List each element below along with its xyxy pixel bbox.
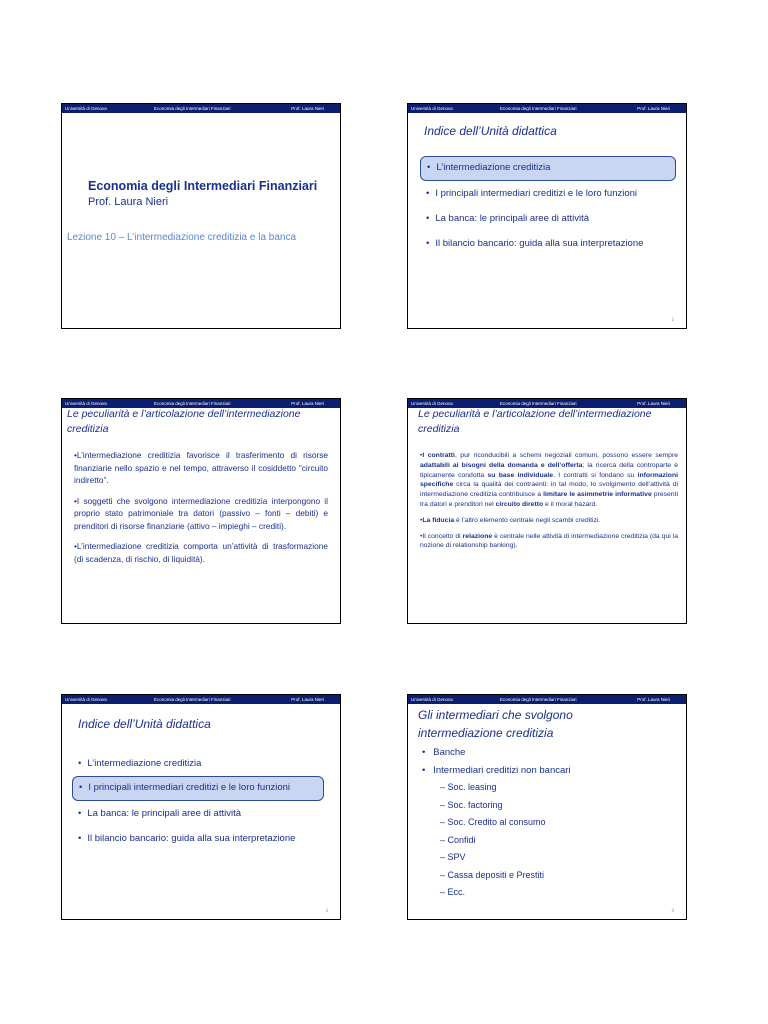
page-number: 3 — [325, 908, 328, 913]
text-bold: su base individuale — [487, 471, 554, 479]
paragraph — [420, 532, 678, 552]
index-item-label: I principali intermediari creditizi e le loro funzioni — [435, 188, 638, 199]
text-bold: limitare le asimmetrie informative — [543, 491, 652, 499]
paragraph: •I soggetti che svolgono intermediazione creditizia interpongono il proprio stato patrimoniale tra datori (passivo – fonti – debiti) e prenditori di risorse finanziarie (attivo – impieghi – crediti). — [74, 495, 328, 531]
index-item: • I principali intermediari creditizi e le loro funzioni — [426, 188, 638, 199]
paragraph — [420, 516, 678, 526]
index-item: • La banca: le principali aree di attività — [426, 213, 590, 224]
slide-header-bar — [408, 104, 686, 113]
header-professor: Prof. Laura Nieri — [291, 697, 324, 702]
text-run: • — [420, 516, 423, 524]
slide-title: Indice dell’Unità didattica — [424, 124, 557, 138]
header-professor: Prof. Laura Nieri — [637, 401, 670, 406]
header-university: Università di Genova — [411, 401, 453, 406]
text-run: è centrale nelle attività di intermediazione creditizia (da qui la nozione di relationship banking). — [420, 532, 678, 550]
index-list — [420, 156, 676, 256]
slide-header-bar — [62, 695, 340, 704]
header-professor: Prof. Laura Nieri — [637, 697, 670, 702]
index-item-label: L’intermediazione creditizia — [87, 758, 202, 769]
slide-1 — [61, 103, 341, 329]
slide-title: Le peculiarità e l’articolazione dell’intermediazione creditizia — [418, 408, 652, 435]
index-item: • La banca: le principali aree di attività — [78, 808, 242, 819]
text-bold: adattabili ai bisogni della domanda e dell’offerta — [420, 461, 583, 469]
paragraph: •L’intermediazione creditizia comporta un’attività di trasformazione (di scadenza, di rischio, di liquidità). — [74, 541, 328, 564]
slide-2 — [407, 103, 687, 329]
lesson-title: Lezione 10 – L’intermediazione creditizia e la banca — [67, 232, 297, 243]
list-subitem: – Confidi — [440, 834, 476, 845]
header-professor: Prof. Laura Nieri — [291, 401, 324, 406]
text-bold: relazione — [462, 532, 493, 540]
header-course: Economia degli Intermediari Finanziari — [500, 106, 577, 111]
text-run: è l’altro elemento centrale negli scambi creditizi. — [454, 516, 601, 524]
header-university: Università di Genova — [411, 697, 453, 702]
list-subitem: – Cassa depositi e Prestiti — [440, 869, 545, 880]
list-subitem: – Soc. Credito al consumo — [440, 817, 546, 827]
page-number: 2 — [671, 317, 674, 322]
text-bold: circuito diretto — [495, 500, 544, 508]
index-item: • Il bilancio bancario: guida alla sua interpretazione — [78, 833, 296, 844]
slide-title: Gli intermediari che svolgono intermediazione creditizia — [418, 708, 573, 740]
index-item-highlighted: • L’intermediazione creditizia — [420, 156, 676, 181]
header-university: Università di Genova — [65, 697, 107, 702]
index-item-highlighted: • I principali intermediari creditizi e le loro funzioni — [72, 776, 324, 801]
slide-title: Le peculiarità e l’articolazione dell’intermediazione creditizia — [67, 408, 301, 435]
text-run: presenti tra datori e prenditori nel — [420, 491, 678, 508]
slide-body — [74, 449, 328, 565]
paragraph — [420, 451, 678, 510]
list-subitem-label: Ecc. — [447, 887, 466, 897]
header-course: Economia degli Intermediari Finanziari — [154, 401, 231, 406]
list-subitem-label: Soc. factoring — [447, 799, 503, 810]
list-subitem-label: SPV — [447, 852, 466, 862]
list-subitem-label: Soc. Credito al consumo — [447, 817, 546, 827]
index-item: • Il bilancio bancario: guida alla sua interpretazione — [426, 238, 644, 249]
slide-3 — [61, 398, 341, 624]
text-run: • — [420, 452, 423, 459]
index-item: • L’intermediazione creditizia — [78, 758, 202, 769]
list-subitem-label: Cassa depositi e Prestiti — [447, 869, 545, 880]
text-run: circa la qualità dei contraenti: in tal modo, lo svolgimento dell’attività di intermediazione creditizia contribuisce a — [420, 481, 678, 499]
slide-body — [420, 451, 678, 551]
text-run: •Il concetto di — [420, 532, 463, 540]
list-item: • Intermediari creditizi non bancari — [422, 764, 571, 776]
index-item-label: La banca: le principali aree di attività — [87, 808, 242, 819]
list-subitem-label: Soc. leasing — [447, 782, 497, 792]
page-number: 4 — [671, 908, 674, 913]
list-subitem-label: Confidi — [447, 834, 476, 845]
header-course: Economia degli Intermediari Finanziari — [154, 106, 231, 111]
intermediaries-list — [422, 744, 571, 902]
index-item-label: L’intermediazione creditizia — [436, 162, 551, 173]
header-university: Università di Genova — [411, 106, 453, 111]
header-professor: Prof. Laura Nieri — [637, 106, 670, 111]
text-run: e il moral hazard. — [543, 500, 598, 508]
header-course: Economia degli Intermediari Finanziari — [500, 697, 577, 702]
list-subitem: – SPV — [440, 852, 466, 862]
header-professor: Prof. Laura Nieri — [291, 106, 324, 111]
index-item-label: La banca: le principali aree di attività — [435, 213, 590, 224]
text-run: . I contratti si fondano su — [553, 471, 638, 479]
slide-title: Indice dell’Unità didattica — [78, 717, 211, 731]
course-title: Economia degli Intermediari Finanziari — [88, 179, 318, 193]
list-item-label: Intermediari creditizi non bancari — [433, 764, 571, 776]
slide-header-bar — [62, 104, 340, 113]
text-bold: I contratti — [422, 452, 455, 459]
index-list — [72, 751, 324, 851]
list-subitem: – Soc. leasing — [440, 782, 497, 792]
course-professor: Prof. Laura Nieri — [88, 196, 169, 208]
header-course: Economia degli Intermediari Finanziari — [154, 697, 231, 702]
list-item-label: Banche — [433, 747, 466, 758]
text-bold: La fiducia — [422, 516, 455, 524]
header-university: Università di Genova — [65, 401, 107, 406]
list-subitem: – Soc. factoring — [440, 799, 503, 810]
slide-6 — [407, 694, 687, 920]
index-item-label: Il bilancio bancario: guida alla sua interpretazione — [87, 833, 296, 844]
list-subitem: – Ecc. — [440, 887, 466, 897]
index-item-label: Il bilancio bancario: guida alla sua interpretazione — [435, 238, 644, 249]
index-item-label: I principali intermediari creditizi e le loro funzioni — [88, 782, 291, 793]
list-item: • Banche — [422, 747, 466, 758]
text-run: , pur riconducibili a schemi negoziali comuni, possono essere sempre — [454, 452, 679, 459]
header-university: Università di Genova — [65, 106, 107, 111]
paragraph: •L’intermediazione creditizia favorisce il trasferimento di risorse finanziarie nello spazio e nel tempo, attraverso il cosiddetto “circuito indiretto”. — [74, 450, 328, 485]
text-bold: informazioni specifiche — [420, 471, 678, 489]
slide-4 — [407, 398, 687, 624]
text-run: ; la ricerca della controparte è tipicamente condotta — [420, 461, 678, 479]
header-course: Economia degli Intermediari Finanziari — [500, 401, 577, 406]
slide-5 — [61, 694, 341, 920]
slide-header-bar — [408, 695, 686, 704]
